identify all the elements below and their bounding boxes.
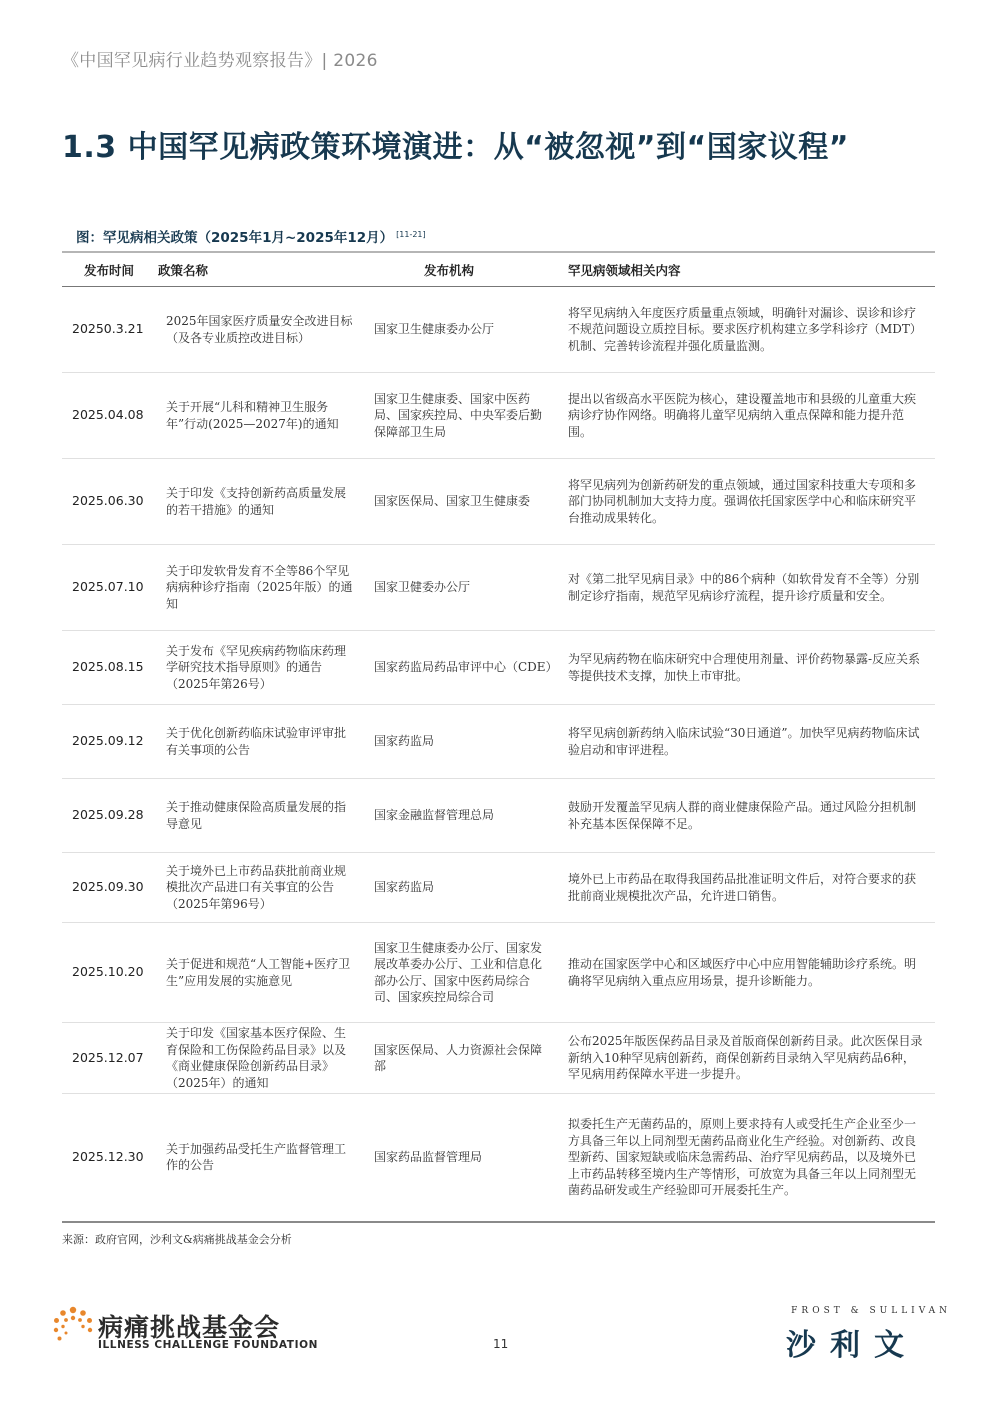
row-date: 2025.08.15: [62, 631, 152, 705]
table-row: [62, 1094, 935, 1222]
table-row: [62, 1023, 935, 1094]
row-content: 境外已上市药品在取得我国药品批准证明文件后，对符合要求的获批前商业规模批次产品，允许进口销售。: [558, 853, 935, 923]
table-row: [62, 459, 935, 545]
header-agency: 发布机构: [368, 254, 558, 287]
row-agency: 国家卫生健康委办公厅: [368, 287, 558, 373]
row-policy-name: 关于发布《罕见疾病药物临床药理学研究技术指导原则》的通告（2025年第26号）: [152, 631, 368, 705]
table-row: [62, 287, 935, 373]
row-content: 为罕见病药物在临床研究中合理使用剂量、评价药物暴露-反应关系等提供技术支撑，加快上市审批。: [558, 631, 935, 705]
row-agency: 国家药监局: [368, 705, 558, 779]
row-date: 2025.12.07: [62, 1023, 152, 1094]
row-date: 2025.09.12: [62, 705, 152, 779]
row-policy-name: 关于加强药品受托生产监督管理工作的公告: [152, 1094, 368, 1222]
frost-sullivan-name-cn: 沙利文: [786, 1328, 918, 1363]
row-content: 将罕见病列为创新药研发的重点领域，通过国家科技重大专项和多部门协同机制加大支持力度。强调依托国家医学中心和临床研究平台推动成果转化。: [558, 459, 935, 545]
figure-caption: [76, 226, 426, 246]
row-date: 2025.09.28: [62, 779, 152, 853]
table-row: [62, 853, 935, 923]
source-note: 来源：政府官网，沙利文&病痛挑战基金会分析: [62, 1233, 292, 1246]
row-policy-name: 关于印发软骨发育不全等86个罕见病病种诊疗指南（2025年版）的通知: [152, 545, 368, 631]
figure-caption-text: 图：罕见病相关政策（2025年1月~2025年12月）: [76, 230, 394, 246]
table-row: [62, 923, 935, 1023]
row-date: 20250.3.21: [62, 287, 152, 373]
page-title: 1.3 中国罕见病政策环境演进：从“被忽视”到“国家议程”: [62, 130, 849, 165]
page-number: 11: [493, 1337, 509, 1351]
table-row: [62, 545, 935, 631]
row-content: 对《第二批罕见病目录》中的86个病种（如软骨发育不全等）分别制定诊疗指南，规范罕见病诊疗流程，提升诊疗质量和安全。: [558, 545, 935, 631]
row-date: 2025.04.08: [62, 373, 152, 459]
row-policy-name: 关于印发《国家基本医疗保险、生育保险和工伤保险药品目录》以及《商业健康保险创新药品目录》（2025年）的通知: [152, 1023, 368, 1094]
table-row: [62, 631, 935, 705]
row-content: 将罕见病创新药纳入临床试验“30日通道”。加快罕见病药物临床试验启动和审评进程。: [558, 705, 935, 779]
table-row: [62, 705, 935, 779]
row-agency: 国家医保局、国家卫生健康委: [368, 459, 558, 545]
policy-table: [62, 254, 935, 1223]
table-top-rule: [62, 251, 935, 253]
foundation-name-cn: 病痛挑战基金会: [98, 1313, 281, 1342]
foundation-name-en: ILLNESS CHALLENGE FOUNDATION: [98, 1339, 318, 1351]
row-agency: 国家医保局、人力资源社会保障部: [368, 1023, 558, 1094]
frost-sullivan-name-en: FROST & SULLIVAN: [791, 1306, 951, 1316]
row-agency: 国家药监局: [368, 853, 558, 923]
row-policy-name: 关于优化创新药临床试验审评审批有关事项的公告: [152, 705, 368, 779]
illness-challenge-foundation-logo: [52, 1306, 352, 1356]
row-content: 鼓励开发覆盖罕见病人群的商业健康保险产品。通过风险分担机制补充基本医保保障不足。: [558, 779, 935, 853]
row-policy-name: 关于促进和规范“人工智能+医疗卫生”应用发展的实施意见: [152, 923, 368, 1023]
row-content: 提出以省级高水平医院为核心，建设覆盖地市和县级的儿童重大疾病诊疗协作网络。明确将儿童罕见病纳入重点保障和能力提升范围。: [558, 373, 935, 459]
row-policy-name: 关于推动健康保险高质量发展的指导意见: [152, 779, 368, 853]
row-content: 将罕见病纳入年度医疗质量重点领域，明确针对漏诊、误诊和诊疗不规范问题设立质控目标。要求医疗机构建立多学科诊疗（MDT）机制、完善转诊流程并强化质量监测。: [558, 287, 935, 373]
row-agency: 国家金融监督管理总局: [368, 779, 558, 853]
table-row: [62, 373, 935, 459]
row-date: 2025.09.30: [62, 853, 152, 923]
row-policy-name: 关于境外已上市药品获批前商业规模批次产品进口有关事宜的公告（2025年第96号）: [152, 853, 368, 923]
row-agency: 国家药品监督管理局: [368, 1094, 558, 1222]
row-content: 拟委托生产无菌药品的，原则上要求持有人或受托生产企业至少一方具备三年以上同剂型无菌药品商业化生产经验。对创新药、改良型新药、国家短缺或临床急需药品、治疗罕见病药品，以及境外已上市药品转移至境内生产等情形，可放宽为具备三年以上同剂型无菌药品研发或生产经验即可开展委托生产。: [558, 1094, 935, 1222]
row-date: 2025.07.10: [62, 545, 152, 631]
frost-sullivan-logo: [776, 1306, 951, 1363]
row-agency: 国家药监局药品审评中心（CDE）: [368, 631, 558, 705]
row-date: 2025.06.30: [62, 459, 152, 545]
row-date: 2025.10.20: [62, 923, 152, 1023]
row-agency: 国家卫健委办公厅: [368, 545, 558, 631]
row-content: 推动在国家医学中心和区域医疗中心中应用智能辅助诊疗系统。明确将罕见病纳入重点应用场景，提升诊断能力。: [558, 923, 935, 1023]
header-policy-name: 政策名称: [152, 254, 368, 287]
row-content: 公布2025年版医保药品目录及首版商保创新药目录。此次医保目录新纳入10种罕见病创新药，商保创新药目录纳入罕见病药品6种，罕见病用药保障水平进一步提升。: [558, 1023, 935, 1094]
row-agency: 国家卫生健康委办公厅、国家发展改革委办公厅、工业和信息化部办公厅、国家中医药局综合司、国家疾控局综合司: [368, 923, 558, 1023]
table-header-row: [62, 254, 935, 287]
header-content: 罕见病领域相关内容: [558, 254, 935, 287]
table-row: [62, 779, 935, 853]
figure-references: [11-21]: [396, 229, 426, 239]
report-header: 《中国罕见病行业趋势观察报告》| 2026: [62, 51, 378, 71]
row-date: 2025.12.30: [62, 1094, 152, 1222]
sunburst-logo-icon: [52, 1306, 94, 1348]
row-policy-name: 关于印发《支持创新药高质量发展的若干措施》的通知: [152, 459, 368, 545]
row-policy-name: 关于开展“儿科和精神卫生服务年”行动(2025—2027年)的通知: [152, 373, 368, 459]
row-agency: 国家卫生健康委、国家中医药局、国家疾控局、中央军委后勤保障部卫生局: [368, 373, 558, 459]
row-policy-name: 2025年国家医疗质量安全改进目标（及各专业质控改进目标）: [152, 287, 368, 373]
header-date: 发布时间: [62, 254, 152, 287]
